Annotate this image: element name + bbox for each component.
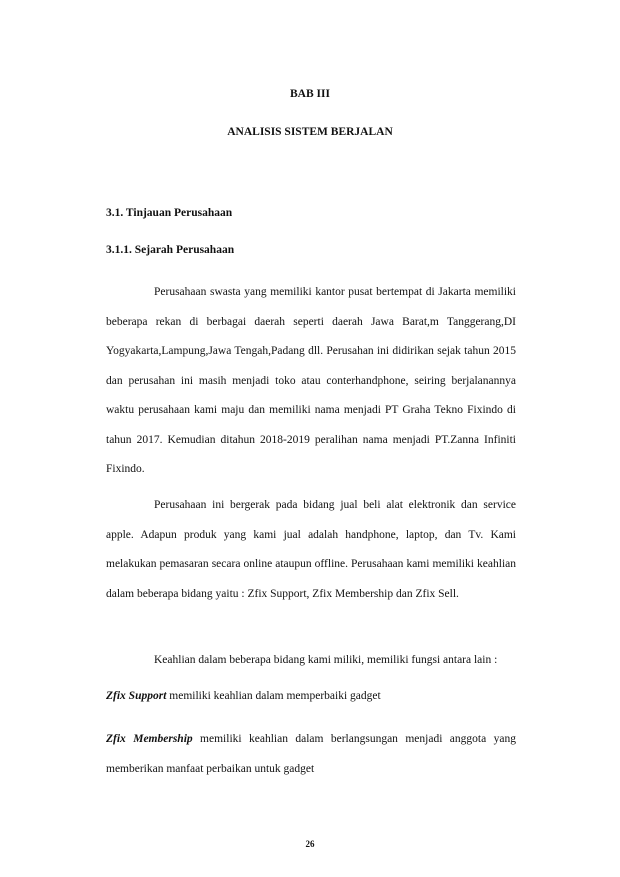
term-zfix-membership: Zfix Membership (106, 733, 193, 745)
paragraph-zfix-membership (106, 725, 516, 784)
paragraph-zfix-support (106, 682, 516, 712)
subsection-heading: 3.1.1. Sejarah Perusahaan (106, 244, 235, 256)
section-heading: 3.1. Tinjauan Perusahaan (106, 207, 233, 219)
page-number: 26 (305, 839, 315, 849)
chapter-title: ANALISIS SISTEM BERJALAN (227, 126, 393, 138)
paragraph-functions-intro: Keahlian dalam beberapa bidang kami miliki, memiliki fungsi antara lain : (154, 654, 498, 666)
chapter-heading: BAB III (290, 88, 330, 100)
term-zfix-support: Zfix Support (106, 690, 167, 702)
zfix-membership-description: memiliki keahlian dalam berlangsungan menjadi anggota yang memberikan manfaat perbaikan untuk gadget (106, 733, 516, 775)
paragraph-history: Perusahaan swasta yang memiliki kantor pusat bertempat di Jakarta memiliki beberapa rekan di berbagai daerah seperti daerah Jawa Barat,m Tanggerang,DI Yogyakarta,Lampung,Jawa Tengah,Padang dll. Perusahan ini didirikan sejak tahun 2015 dan perusahan ini masih menjadi toko atau conterhandphone, seiring berjalanannya waktu perusahaan kami maju dan memiliki nama menjadi PT Graha Tekno Fixindo di tahun 2017. Kemudian ditahun 2018-2019 peralihan nama menjadi PT.Zanna Infiniti Fixindo. (106, 286, 516, 475)
zfix-support-description: memiliki keahlian dalam memperbaiki gadget (166, 690, 381, 702)
paragraph-business: Perusahaan ini bergerak pada bidang jual beli alat elektronik dan service apple. Adapun produk yang kami jual adalah handphone, laptop, dan Tv. Kami melakukan pemasaran secara online ataupun offline. Perusahaan kami memiliki keahlian dalam beberapa bidang yaitu : Zfix Support, Zfix Membership dan Zfix Sell. (106, 499, 516, 600)
